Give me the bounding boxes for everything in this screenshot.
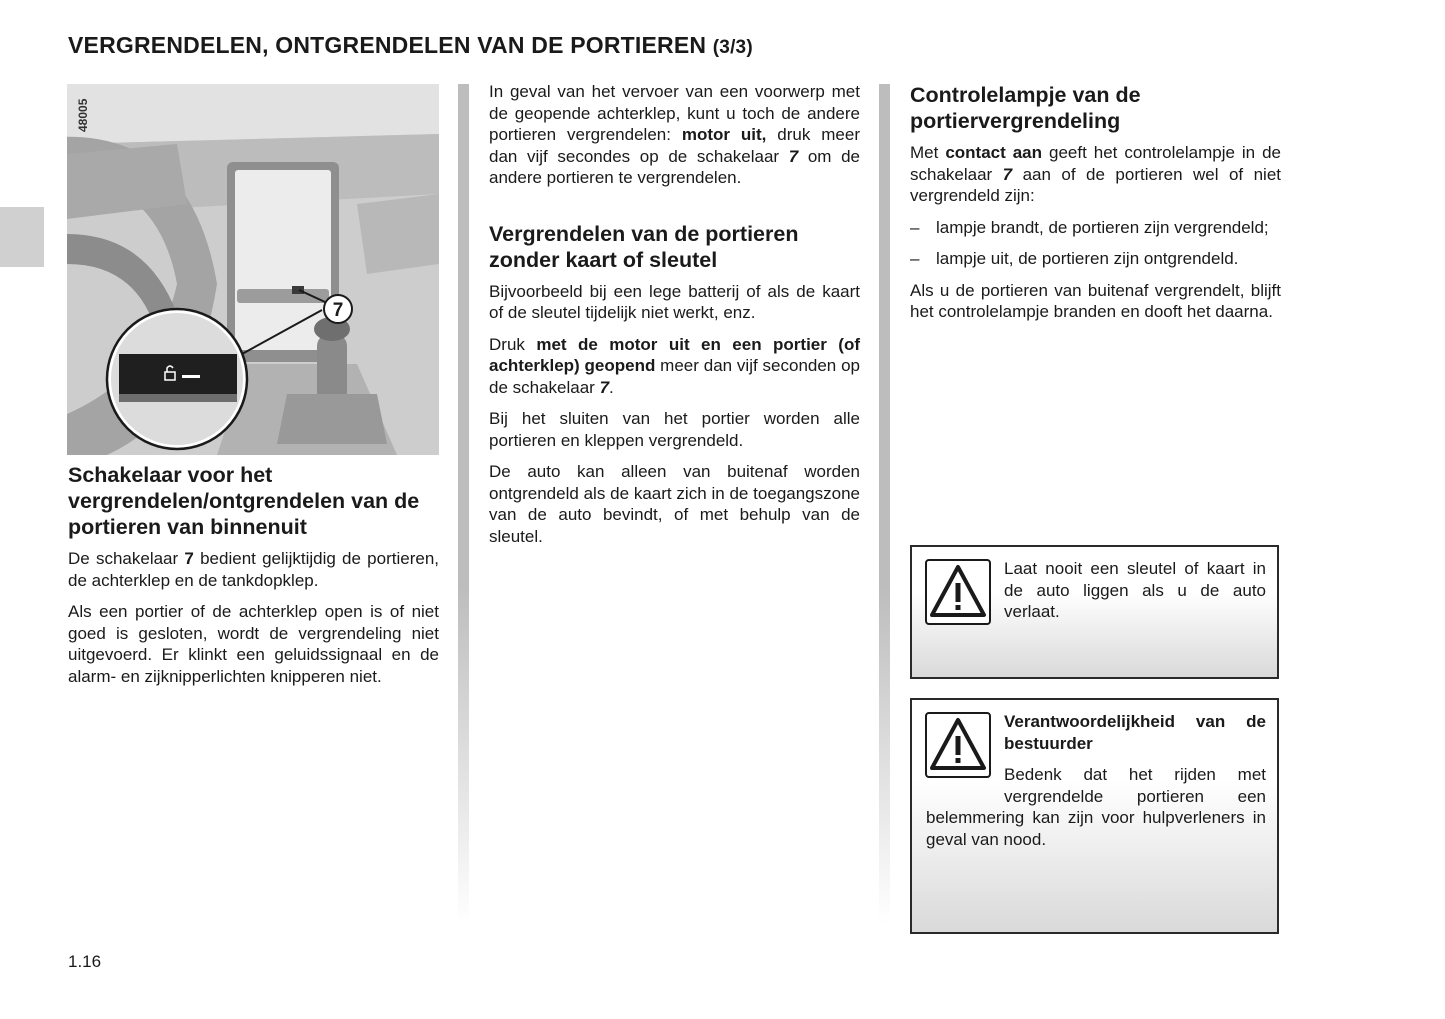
no-key-paragraph-2: Druk met de motor uit en een portier (of achterklep) geopend meer dan vijf seconden op de schakelaar 7. [489, 334, 860, 397]
list-item: – lampje brandt, de portieren zijn vergrendeld; [910, 217, 1269, 237]
chapter-tab [0, 207, 44, 267]
column-divider-1 [458, 84, 469, 924]
warning-triangle-icon [925, 559, 991, 625]
column-1 [68, 462, 439, 697]
page-number: 1.16 [68, 952, 102, 971]
no-key-paragraph-3: Bij het sluiten van het portier worden alle portieren en kleppen vergrendeld. [489, 409, 860, 450]
switch-heading: Schakelaar voor het vergrendelen/ontgrendelen van de portieren van binnenuit [68, 463, 420, 539]
switch-paragraph-1: De schakelaar 7 bedient gelijktijdig de portieren, de achterklep en de tankdopklep. [68, 549, 439, 590]
page-title-suffix: (3/3) [712, 37, 753, 58]
warning-key-text: Laat nooit een sleutel of kaart in de auto liggen als u de auto verlaat. [1004, 559, 1266, 621]
column-2 [489, 81, 860, 557]
transport-paragraph: In geval van het vervoer van een voorwerp met de geopende achterklep, kunt u toch de andere portieren vergrendelen: motor uit, druk meer dan vijf secondes op de schakelaar 7 om de andere portieren te vergrendelen. [489, 82, 860, 187]
indicator-paragraph-1: Met contact aan geeft het controlelampje in de schakelaar 7 aan of de portieren wel of niet vergrendeld zijn: [910, 143, 1281, 205]
no-key-paragraph-1: Bijvoorbeeld bij een lege batterij of als de kaart of de sleutel tijdelijk niet werkt, enz. [489, 281, 860, 322]
no-key-paragraph-4: De auto kan alleen van buitenaf worden ontgrendeld als de kaart zich in de toegangszone van de auto bevindt, of met behulp van de sleutel. [489, 462, 860, 546]
page-title [68, 32, 753, 59]
dashboard-drawing [67, 84, 439, 455]
warning-responsibility-heading: Verantwoordelijkheid van de bestuurder [1004, 712, 1266, 753]
column-divider-2 [879, 84, 890, 924]
column-3 [910, 82, 1281, 333]
dashboard-illustration [67, 84, 439, 455]
page-title-main: VERGRENDELEN, ONTGRENDELEN VAN DE PORTIEREN [68, 32, 707, 58]
warning-box-responsibility [910, 698, 1279, 934]
callout-number: 7 [332, 300, 344, 321]
image-code: 48005 [76, 98, 90, 132]
no-key-heading: Vergrendelen van de portieren zonder kaart of sleutel [489, 221, 799, 272]
warning-box-key [910, 545, 1279, 679]
list-item: – lampje uit, de portieren zijn ontgrendeld. [910, 249, 1239, 268]
indicator-heading: Controlelampje van de portiervergrendeling [910, 83, 1141, 133]
indicator-list [910, 217, 1281, 270]
warning-responsibility-text: Bedenk dat het rijden met vergrendelde portieren een belemmering kan zijn voor hulpverleners in geval van nood. [926, 765, 1266, 849]
indicator-paragraph-2: Als u de portieren van buitenaf vergrendelt, blijft het controlelampje branden en dooft het daarna. [910, 280, 1281, 321]
switch-paragraph-2: Als een portier of de achterklep open is of niet goed is gesloten, wordt de vergrendeling niet uitgevoerd. Er klinkt een geluidssignaal en de alarm- en zijknipperlichten knipperen niet. [68, 602, 439, 686]
